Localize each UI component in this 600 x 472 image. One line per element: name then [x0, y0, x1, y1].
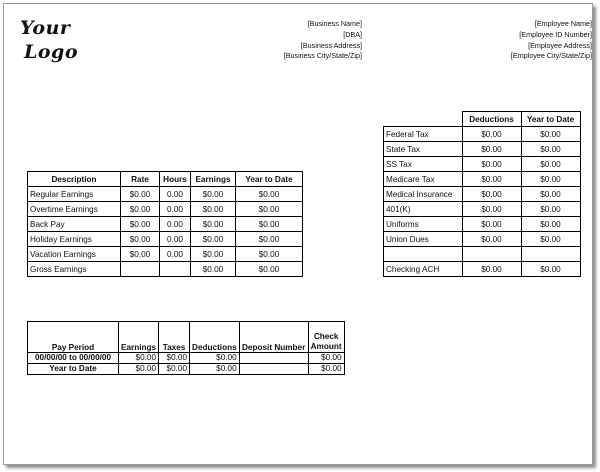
table-cell: $0.00 [462, 142, 521, 157]
table-row [384, 202, 581, 217]
table-cell: $0.00 [462, 217, 521, 232]
table-cell: $0.00 [236, 262, 303, 277]
table-cell: Union Dues [384, 232, 463, 247]
table-cell: 0.00 [160, 232, 191, 247]
table-cell: Overtime Earnings [28, 202, 121, 217]
table-cell: $0.00 [191, 217, 236, 232]
table-cell: Federal Tax [384, 127, 463, 142]
column-header: Rate [121, 172, 160, 187]
table-cell: $0.00 [121, 217, 160, 232]
logo-line-1: Your [20, 17, 71, 39]
table-row [28, 217, 303, 232]
column-header: Hours [160, 172, 191, 187]
table-cell: $0.00 [190, 353, 240, 364]
table-cell: 0.00 [160, 187, 191, 202]
column-header: Description [28, 172, 121, 187]
table-cell: $0.00 [308, 364, 344, 375]
earnings-table [27, 171, 303, 277]
table-cell: $0.00 [236, 187, 303, 202]
table-cell: $0.00 [521, 217, 580, 232]
business-info-block [242, 19, 362, 62]
table-cell [239, 353, 308, 364]
table-cell: Holiday Earnings [28, 232, 121, 247]
table-cell: 00/00/00 to 00/00/00 [28, 353, 119, 364]
table-cell: $0.00 [119, 364, 159, 375]
table-cell: $0.00 [191, 202, 236, 217]
pay-stub-page [3, 3, 593, 465]
table-cell: $0.00 [236, 247, 303, 262]
table-row [384, 127, 581, 142]
table-cell: $0.00 [462, 172, 521, 187]
table-cell: Vacation Earnings [28, 247, 121, 262]
table-row [384, 157, 581, 172]
logo-line-2: Logo [24, 41, 78, 63]
table-cell: $0.00 [462, 202, 521, 217]
column-header: Year to Date [236, 172, 303, 187]
table-row [28, 202, 303, 217]
table-cell: $0.00 [462, 232, 521, 247]
table-cell: $0.00 [191, 232, 236, 247]
table-cell: $0.00 [121, 187, 160, 202]
table-cell: $0.00 [236, 232, 303, 247]
table-cell: $0.00 [462, 157, 521, 172]
table-cell: $0.00 [462, 262, 521, 277]
table-cell: Year to Date [28, 364, 119, 375]
table-cell [521, 247, 580, 262]
table-row [28, 187, 303, 202]
table-cell: $0.00 [521, 157, 580, 172]
table-row [28, 364, 345, 375]
table-cell [239, 364, 308, 375]
employee-id: [Employee ID Number] [519, 29, 592, 39]
table-cell: $0.00 [191, 187, 236, 202]
table-row [384, 142, 581, 157]
table-cell: $0.00 [462, 187, 521, 202]
table-row [28, 353, 345, 364]
column-header: Check Amount [308, 322, 344, 353]
table-cell [121, 262, 160, 277]
business-address: [Business Address] [300, 40, 362, 50]
table-cell: 401(K) [384, 202, 463, 217]
table-cell: 0.00 [160, 247, 191, 262]
table-cell: 0.00 [160, 202, 191, 217]
employee-address: [Employee Address] [528, 40, 592, 50]
blank-header-cell [384, 112, 463, 127]
column-header: Deductions [190, 322, 240, 353]
table-cell: SS Tax [384, 157, 463, 172]
table-cell: Medical Insurance [384, 187, 463, 202]
table-row [384, 187, 581, 202]
column-header: Taxes [159, 322, 190, 353]
table-cell: Uniforms [384, 217, 463, 232]
table-cell: $0.00 [462, 127, 521, 142]
table-row [28, 247, 303, 262]
company-logo [20, 16, 78, 64]
table-cell: Medicare Tax [384, 172, 463, 187]
table-cell: State Tax [384, 142, 463, 157]
table-row [384, 217, 581, 232]
table-row [384, 262, 581, 277]
table-cell: $0.00 [308, 353, 344, 364]
table-cell: $0.00 [521, 262, 580, 277]
employee-name: [Employee Name] [534, 19, 592, 28]
table-cell: $0.00 [191, 262, 236, 277]
column-header: Deposit Number [239, 322, 308, 353]
table-cell: Back Pay [28, 217, 121, 232]
employee-info-block [474, 19, 592, 62]
table-cell: $0.00 [521, 142, 580, 157]
column-header: Pay Period [28, 322, 119, 353]
table-cell: $0.00 [121, 247, 160, 262]
pay-summary-table [27, 321, 345, 375]
column-header: Earnings [119, 322, 159, 353]
table-cell: $0.00 [236, 217, 303, 232]
business-city-state-zip: [Business City/State/Zip] [283, 51, 362, 61]
column-header: Year to Date [521, 112, 580, 127]
table-row [384, 232, 581, 247]
table-cell: 0.00 [160, 217, 191, 232]
table-cell: $0.00 [521, 172, 580, 187]
column-header: Earnings [191, 172, 236, 187]
column-header: Deductions [462, 112, 521, 127]
table-header-row [28, 322, 345, 353]
table-cell [462, 247, 521, 262]
table-row [384, 247, 581, 262]
table-header-row [384, 112, 581, 127]
table-cell: $0.00 [236, 202, 303, 217]
table-cell: $0.00 [521, 202, 580, 217]
table-cell: Gross Earnings [28, 262, 121, 277]
table-cell: $0.00 [521, 127, 580, 142]
table-cell: $0.00 [521, 187, 580, 202]
table-row [28, 262, 303, 277]
table-cell: Regular Earnings [28, 187, 121, 202]
table-cell [384, 247, 463, 262]
table-header-row [28, 172, 303, 187]
table-cell: $0.00 [121, 232, 160, 247]
table-cell: $0.00 [119, 353, 159, 364]
table-cell: $0.00 [190, 364, 240, 375]
table-cell: $0.00 [121, 202, 160, 217]
table-cell: Checking ACH [384, 262, 463, 277]
table-row [384, 172, 581, 187]
table-cell: $0.00 [159, 353, 190, 364]
table-cell [160, 262, 191, 277]
business-dba: [DBA] [343, 29, 362, 39]
employee-city-state-zip: [Employee City/State/Zip] [510, 51, 592, 61]
table-cell: $0.00 [159, 364, 190, 375]
table-cell: $0.00 [191, 247, 236, 262]
table-cell: $0.00 [521, 232, 580, 247]
deductions-table [383, 111, 581, 277]
business-name: [Business Name] [307, 19, 362, 28]
table-row [28, 232, 303, 247]
